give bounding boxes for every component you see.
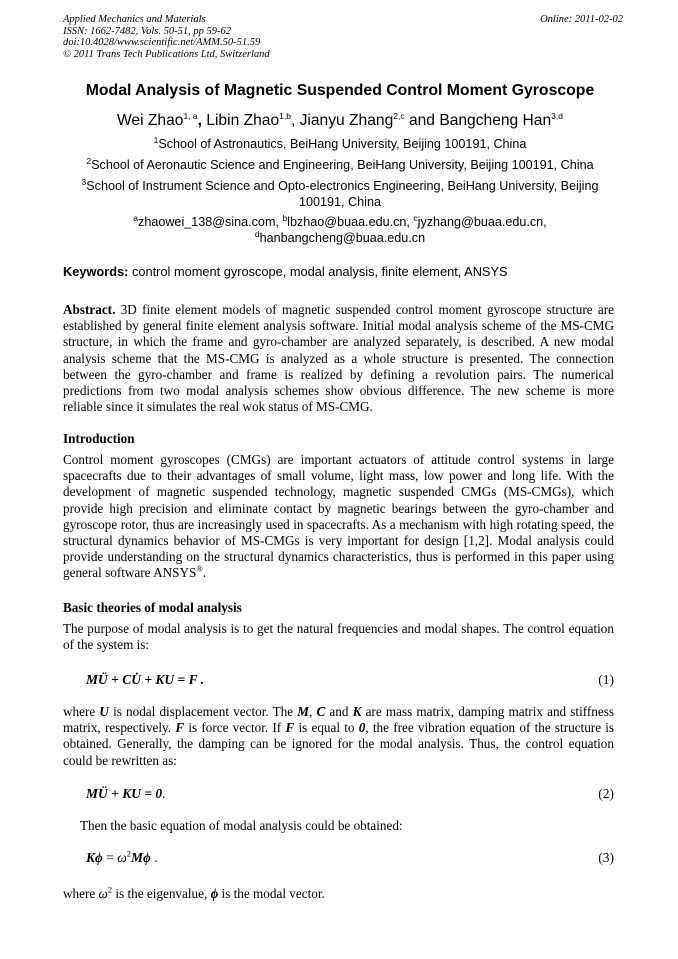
affiliation-3 xyxy=(60,176,620,210)
equation-3-number: (3) xyxy=(598,850,614,865)
email-mark: a xyxy=(133,212,139,223)
author-affiliation-mark: 1, a xyxy=(183,110,198,121)
author-name: Jianyu Zhang xyxy=(299,112,394,129)
affiliation-mark: 1 xyxy=(153,134,159,145)
section-heading-introduction: Introduction xyxy=(63,431,135,446)
affiliation-mark: 2 xyxy=(86,155,92,166)
affiliation-text: School of Astronautics, BeiHang University, Beijing 100191, China xyxy=(158,137,527,151)
basic-paragraph-2: where U is nodal displacement vector. The M, C and K are mass matrix, damping matrix and stiffness matrix, respectively. F is force vector. If F is equal to 0, the free vibration equation of the structure is obtained. Generally, the damping can be ignored for the modal analysis. Thus, the control equation could be rewritten as: xyxy=(63,704,615,768)
copyright-line: © 2011 Trans Tech Publications Ltd, Switzerland xyxy=(63,48,270,60)
email-address: hanbangcheng@buaa.edu.cn xyxy=(259,230,426,245)
basic-paragraph-1: The purpose of modal analysis is to get the natural frequencies and modal shapes. The control equation of the system is: xyxy=(63,621,614,653)
equation-2: MÜ + KU = 0. (2) xyxy=(86,786,614,801)
equation-1-text: MÜ + CU̇ + KU = F . xyxy=(86,672,205,687)
author-name: Bangcheng Han xyxy=(439,112,552,129)
affiliation-text: School of Aeronautic Science and Engineering, BeiHang University, Beijing 100191, China xyxy=(91,158,594,172)
introduction-paragraph xyxy=(63,452,614,582)
affiliation-mark: 3 xyxy=(81,176,87,187)
section-heading-basic-theories: Basic theories of modal analysis xyxy=(63,600,242,615)
journal-name: Applied Mechanics and Materials xyxy=(63,14,206,25)
email-address: lbzhao@buaa.edu.cn, xyxy=(287,215,410,229)
author-name: Libin Zhao xyxy=(206,112,280,129)
abstract-text: 3D finite element models of magnetic suspended control moment gyroscope structure are established by general finite element analysis software. Initial modal analysis scheme of the MS-CMG structure, in which the frame and gyro-chamber are analyzed separately, is described. A new modal analysis scheme that the MS-CMG is analyzed as a whole structure is presented. The connection between the gyro-chamber and frame is realized by defining a revolution pairs. The numerical predictions from two modal analysis schemes show obvious difference. The new scheme is more reliable since it simulates the real wok status of MS-CMG. xyxy=(63,302,615,415)
issn-line: ISSN: 1662-7482, Vols. 50-51, pp 59-62 xyxy=(63,25,231,37)
paper-title: Modal Analysis of Magnetic Suspended Control Moment Gyroscope xyxy=(85,82,595,99)
equation-2-text: MÜ + KU = 0 xyxy=(86,786,163,801)
basic-paragraph-3: Then the basic equation of modal analysis could be obtained: xyxy=(80,818,403,833)
abstract-label: Abstract. xyxy=(63,302,116,317)
email-mark: c xyxy=(413,212,418,223)
equation-2-number: (2) xyxy=(598,786,614,801)
sentence-end: . xyxy=(202,565,207,581)
email-address: zhaowei_138@sina.com, xyxy=(138,215,279,229)
introduction-text: Control moment gyroscopes (CMGs) are important actuators of attitude control systems in large spacecrafts due to their advantages of small volume, light mass, low power and long life. With the development of magnetic suspended technology, magnetic suspended CMGs (MS-CMGs), which provide high precision and eliminate contact by magnetic bearings between the gyro-chamber and gyroscope rotor, thus are increasingly used in spacecrafts. As a mechanism with high rotating speed, the structural dynamics behavior of MS-CMGs is very important for design [1,2]. Modal analysis could provide understanding on the structural dynamics characteristics, thus is performed in this paper using general software ANSYS xyxy=(63,452,614,581)
author-affiliation-mark: 2,c xyxy=(393,110,405,121)
doi-line: doi:10.4028/www.scientific.net/AMM.50-51.59 xyxy=(63,37,261,49)
affiliation-text: School of Instrument Science and Opto-electronics Engineering, BeiHang University, Beijing xyxy=(86,179,599,193)
affiliation-text-continued: 100191, China xyxy=(299,194,381,209)
keywords-text: control moment gyroscope, modal analysis, finite element, ANSYS xyxy=(131,264,508,279)
author-affiliation-mark: 3,d xyxy=(551,110,563,121)
email-address: jyzhang@buaa.edu.cn, xyxy=(417,215,547,229)
equation-3: $K\phi = \omega^2M\phi$ . (3) xyxy=(86,848,614,865)
email-list xyxy=(60,212,620,246)
keywords xyxy=(63,264,615,279)
keywords-label: Keywords: xyxy=(63,264,129,279)
author-name: Wei Zhao xyxy=(116,112,184,129)
equation-1 xyxy=(86,672,614,688)
basic-paragraph-4: where $\omega^2$ is the eigenvalue, ϕ is the modal vector. xyxy=(63,884,325,901)
affiliation-1 xyxy=(60,134,620,153)
publication-meta xyxy=(63,14,623,60)
email-mark: d xyxy=(254,228,260,239)
email-mark: b xyxy=(282,212,288,223)
equation-1-number: (1) xyxy=(598,672,614,687)
registered-mark: ® xyxy=(196,564,203,575)
abstract xyxy=(63,302,614,415)
author-affiliation-mark: 1,b xyxy=(279,110,291,121)
affiliation-2 xyxy=(60,155,620,174)
author-list: Wei Zhao$^{1, a}$, Libin Zhao$^{1,b}$, Jianyu Zhang$^{2,c}$ and Bangcheng Han$^{3,d}$ xyxy=(116,110,563,129)
online-date: Online: 2011-02-02 xyxy=(540,14,623,25)
author-conjunction: and xyxy=(408,112,435,129)
